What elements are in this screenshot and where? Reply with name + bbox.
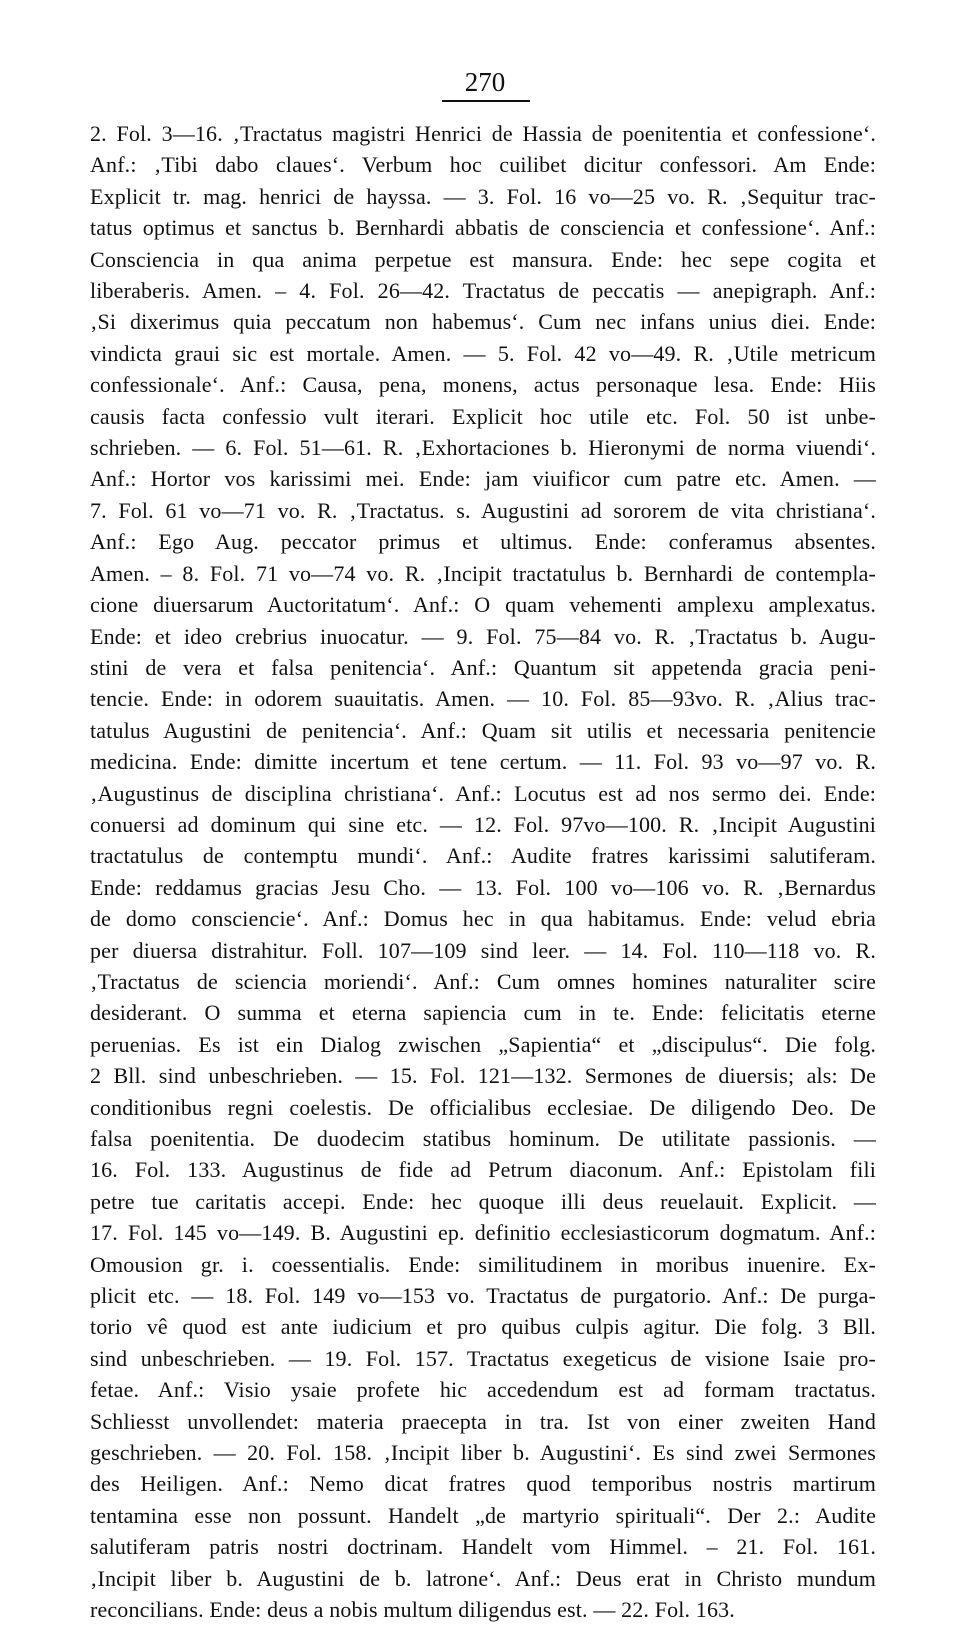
text-line: ‚Si dixerimus quia peccatum non habemus‘. Cum nec infans unius diei. Ende: [90, 309, 876, 335]
text-line: Omousion gr. i. coessentialis. Ende: similitudinem in moribus inuenire. Ex- [90, 1251, 876, 1277]
text-line: confessionale‘. Anf.: Causa, pena, monens, actus personaque lesa. Ende: Hiis [90, 372, 876, 398]
text-line: petre tue caritatis accepi. Ende: hec quoque illi deus reuelauit. Explicit. — [90, 1188, 876, 1214]
text-line: Anf.: Hortor vos karissimi mei. Ende: jam viuificor cum patre etc. Amen. — [90, 466, 876, 492]
text-line: causis facta confessio vult iterari. Explicit hoc utile etc. Fol. 50 ist unbe- [90, 403, 876, 429]
text-line: Schliesst unvollendet: materia praecepta in tra. Ist von einer zweiten Hand [90, 1408, 876, 1434]
text-line: ‚Augustinus de disciplina christiana‘. Anf.: Locutus est ad nos sermo dei. Ende: [90, 780, 876, 806]
text-line: liberaberis. Amen. – 4. Fol. 26—42. Tractatus de peccatis — anepigraph. Anf.: [90, 278, 876, 304]
text-line: stini de vera et falsa penitencia‘. Anf.: Quantum sit appetenda gracia peni- [90, 654, 876, 680]
text-line: tencie. Ende: in odorem suauitatis. Amen. — 10. Fol. 85—93vo. R. ‚Alius trac- [90, 686, 876, 712]
text-line: per diuersa distrahitur. Foll. 107—109 sind leer. — 14. Fol. 110—118 vo. R. [90, 937, 876, 963]
text-line: Anf.: Ego Aug. peccator primus et ultimus. Ende: conferamus absentes. [90, 529, 876, 555]
text-line: ‚Tractatus de sciencia moriendi‘. Anf.: Cum omnes homines naturaliter scire [90, 968, 876, 994]
text-line: peruenias. Es ist ein Dialog zwischen „Sapientia“ et „discipulus“. Die folg. [90, 1031, 876, 1057]
text-line: 17. Fol. 145 vo—149. B. Augustini ep. definitio ecclesiasticorum dogmatum. Anf.: [90, 1220, 876, 1246]
text-line: fetae. Anf.: Visio ysaie profete hic accedendum est ad formam tractatus. [90, 1377, 876, 1403]
catalogue-text-block [90, 118, 876, 1626]
text-line: desiderant. O summa et eterna sapiencia cum in te. Ende: felicitatis eterne [90, 1000, 876, 1026]
page-number-rule [442, 100, 530, 102]
text-line: Explicit tr. mag. henrici de hayssa. — 3. Fol. 16 vo—25 vo. R. ‚Sequitur trac- [90, 183, 876, 209]
text-line: Ende: et ideo crebrius inuocatur. — 9. Fol. 75—84 vo. R. ‚Tractatus b. Augu- [90, 623, 876, 649]
text-line: des Heiligen. Anf.: Nemo dicat fratres quod temporibus nostris martirum [90, 1471, 876, 1497]
text-line: conditionibus regni coelestis. De officialibus ecclesiae. De diligendo Deo. De [90, 1094, 876, 1120]
text-line: sind unbeschrieben. — 19. Fol. 157. Tractatus exegeticus de visione Isaie pro- [90, 1345, 876, 1371]
text-line: cione diuersarum Auctoritatum‘. Anf.: O quam vehementi amplexu amplexatus. [90, 592, 876, 618]
text-line: tatulus Augustini de penitencia‘. Anf.: Quam sit utilis et necessaria penitencie [90, 717, 876, 743]
text-line: tentamina esse non possunt. Handelt „de martyrio spirituali“. Der 2.: Audite [90, 1502, 876, 1528]
text-line: plicit etc. — 18. Fol. 149 vo—153 vo. Tractatus de purgatorio. Anf.: De purga- [90, 1283, 876, 1309]
text-line: vindicta graui sic est mortale. Amen. — 5. Fol. 42 vo—49. R. ‚Utile metricum [90, 340, 876, 366]
text-line: de domo consciencie‘. Anf.: Domus hec in qua habitamus. Ende: velud ebria [90, 906, 876, 932]
text-line: Amen. – 8. Fol. 71 vo—74 vo. R. ‚Incipit tractatulus b. Bernhardi de contempla- [90, 560, 876, 586]
page-number: 270 [464, 67, 506, 97]
text-line: geschrieben. — 20. Fol. 158. ‚Incipit liber b. Augustini‘. Es sind zwei Sermones [90, 1440, 876, 1466]
text-line: Ende: reddamus gracias Jesu Cho. — 13. Fol. 100 vo—106 vo. R. ‚Bernardus [90, 874, 876, 900]
text-line: Anf.: ‚Tibi dabo claues‘. Verbum hoc cuilibet dicitur confessori. Am Ende: [90, 152, 876, 178]
text-line: 2 Bll. sind unbeschrieben. — 15. Fol. 121—132. Sermones de diuersis; als: De [90, 1063, 876, 1089]
text-line: schrieben. — 6. Fol. 51—61. R. ‚Exhortaciones b. Hieronymi de norma viuendi‘. [90, 435, 876, 461]
text-line: falsa poenitentia. De duodecim statibus hominum. De utilitate passionis. — [90, 1126, 876, 1151]
text-line: reconcilians. Ende: deus a nobis multum diligendus est. — 22. Fol. 163. [90, 1597, 735, 1623]
text-line: torio vê quod est ante iudicium et pro quibus culpis agitur. Die folg. 3 Bll. [90, 1314, 876, 1340]
text-line: conuersi ad dominum qui sine etc. — 12. Fol. 97vo—100. R. ‚Incipit Augustini [90, 811, 876, 837]
text-line: ‚Incipit liber b. Augustini de b. latrone‘. Anf.: Deus erat in Christo mundum [90, 1565, 876, 1591]
text-line: tatus optimus et sanctus b. Bernhardi abbatis de consciencia et confessione‘. Anf.: [90, 215, 876, 241]
text-line: 2. Fol. 3—16. ‚Tractatus magistri Henrici de Hassia de poenitentia et confessione‘. [90, 121, 876, 146]
text-line: Consciencia in qua anima perpetue est mansura. Ende: hec sepe cogita et [90, 246, 876, 272]
text-line: 16. Fol. 133. Augustinus de fide ad Petrum diaconum. Anf.: Epistolam fili [90, 1157, 876, 1183]
text-line: tractatulus de contemptu mundi‘. Anf.: Audite fratres karissimi salutiferam. [90, 843, 876, 869]
text-line: 7. Fol. 61 vo—71 vo. R. ‚Tractatus. s. Augustini ad sororem de vita christiana‘. [90, 497, 876, 523]
text-line: salutiferam patris nostri doctrinam. Handelt vom Himmel. – 21. Fol. 161. [90, 1534, 876, 1560]
text-line: medicina. Ende: dimitte incertum et tene certum. — 11. Fol. 93 vo—97 vo. R. [90, 749, 876, 775]
